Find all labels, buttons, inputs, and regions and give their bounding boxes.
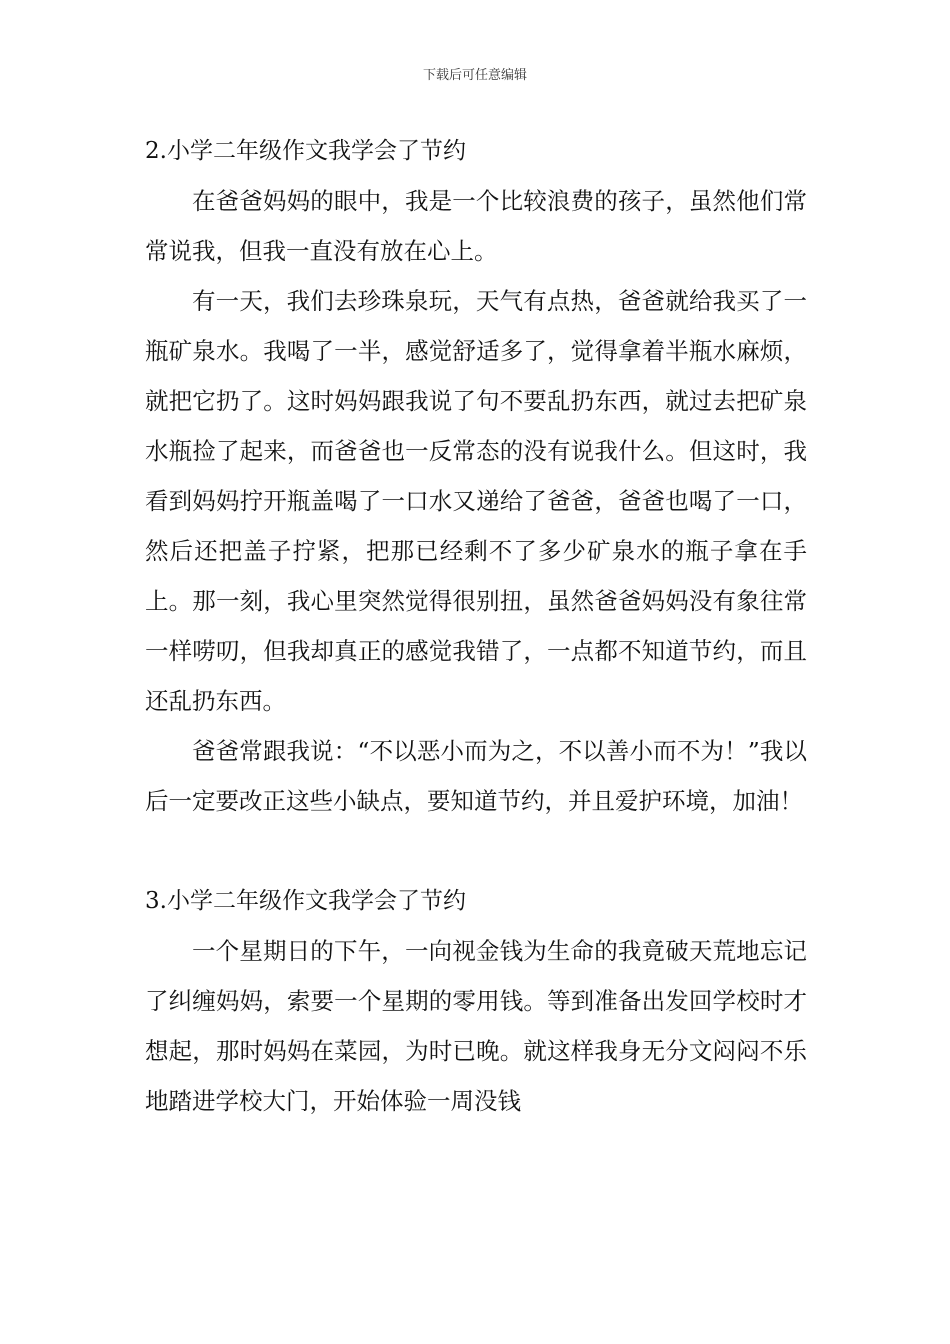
section-heading: 3.小学二年级作文我学会了节约 [145, 888, 466, 914]
paragraph: 有一天，我们去珍珠泉玩，天气有点热，爸爸就给我买了一瓶矿泉水。我喝了一半，感觉舒适多了，觉得拿着半瓶水麻烦，就把它扔了。这时妈妈跟我说了句不要乱扔东西，就过去把矿泉水瓶捡了起来，而爸爸也一反常态的没有说我什么。但这时，我看到妈妈拧开瓶盖喝了一口水又递给了爸爸，爸爸也喝了一口，然后还把盖子拧紧，把那已经剩不了多少矿泉水的瓶子拿在手上。那一刻，我心里突然觉得很别扭，虽然爸爸妈妈没有象往常一样唠叨，但我却真正的感觉我错了，一点都不知道节约，而且还乱扔东西。 [145, 287, 807, 715]
paragraph: 在爸爸妈妈的眼中，我是一个比较浪费的孩子，虽然他们常常说我，但我一直没有放在心上。 [145, 187, 807, 265]
paragraph: 一个星期日的下午，一向视金钱为生命的我竟破天荒地忘记了纠缠妈妈，索要一个星期的零用钱。等到准备出发回学校时才想起，那时妈妈在菜园，为时已晚。就这样我身无分文闷闷不乐地踏进学校大门，开始体验一周没钱 [145, 937, 807, 1115]
section-gap [145, 826, 807, 876]
page-header: 下载后可任意编辑 [422, 68, 527, 83]
section-2 [145, 126, 807, 826]
document-body [145, 126, 807, 1126]
paragraph: 爸爸常跟我说：“不以恶小而为之，不以善小而不为！”我以后一定要改正这些小缺点，要知道节约，并且爱护环境，加油！ [145, 737, 807, 815]
section-3 [145, 876, 807, 1126]
section-heading: 2.小学二年级作文我学会了节约 [145, 138, 466, 164]
